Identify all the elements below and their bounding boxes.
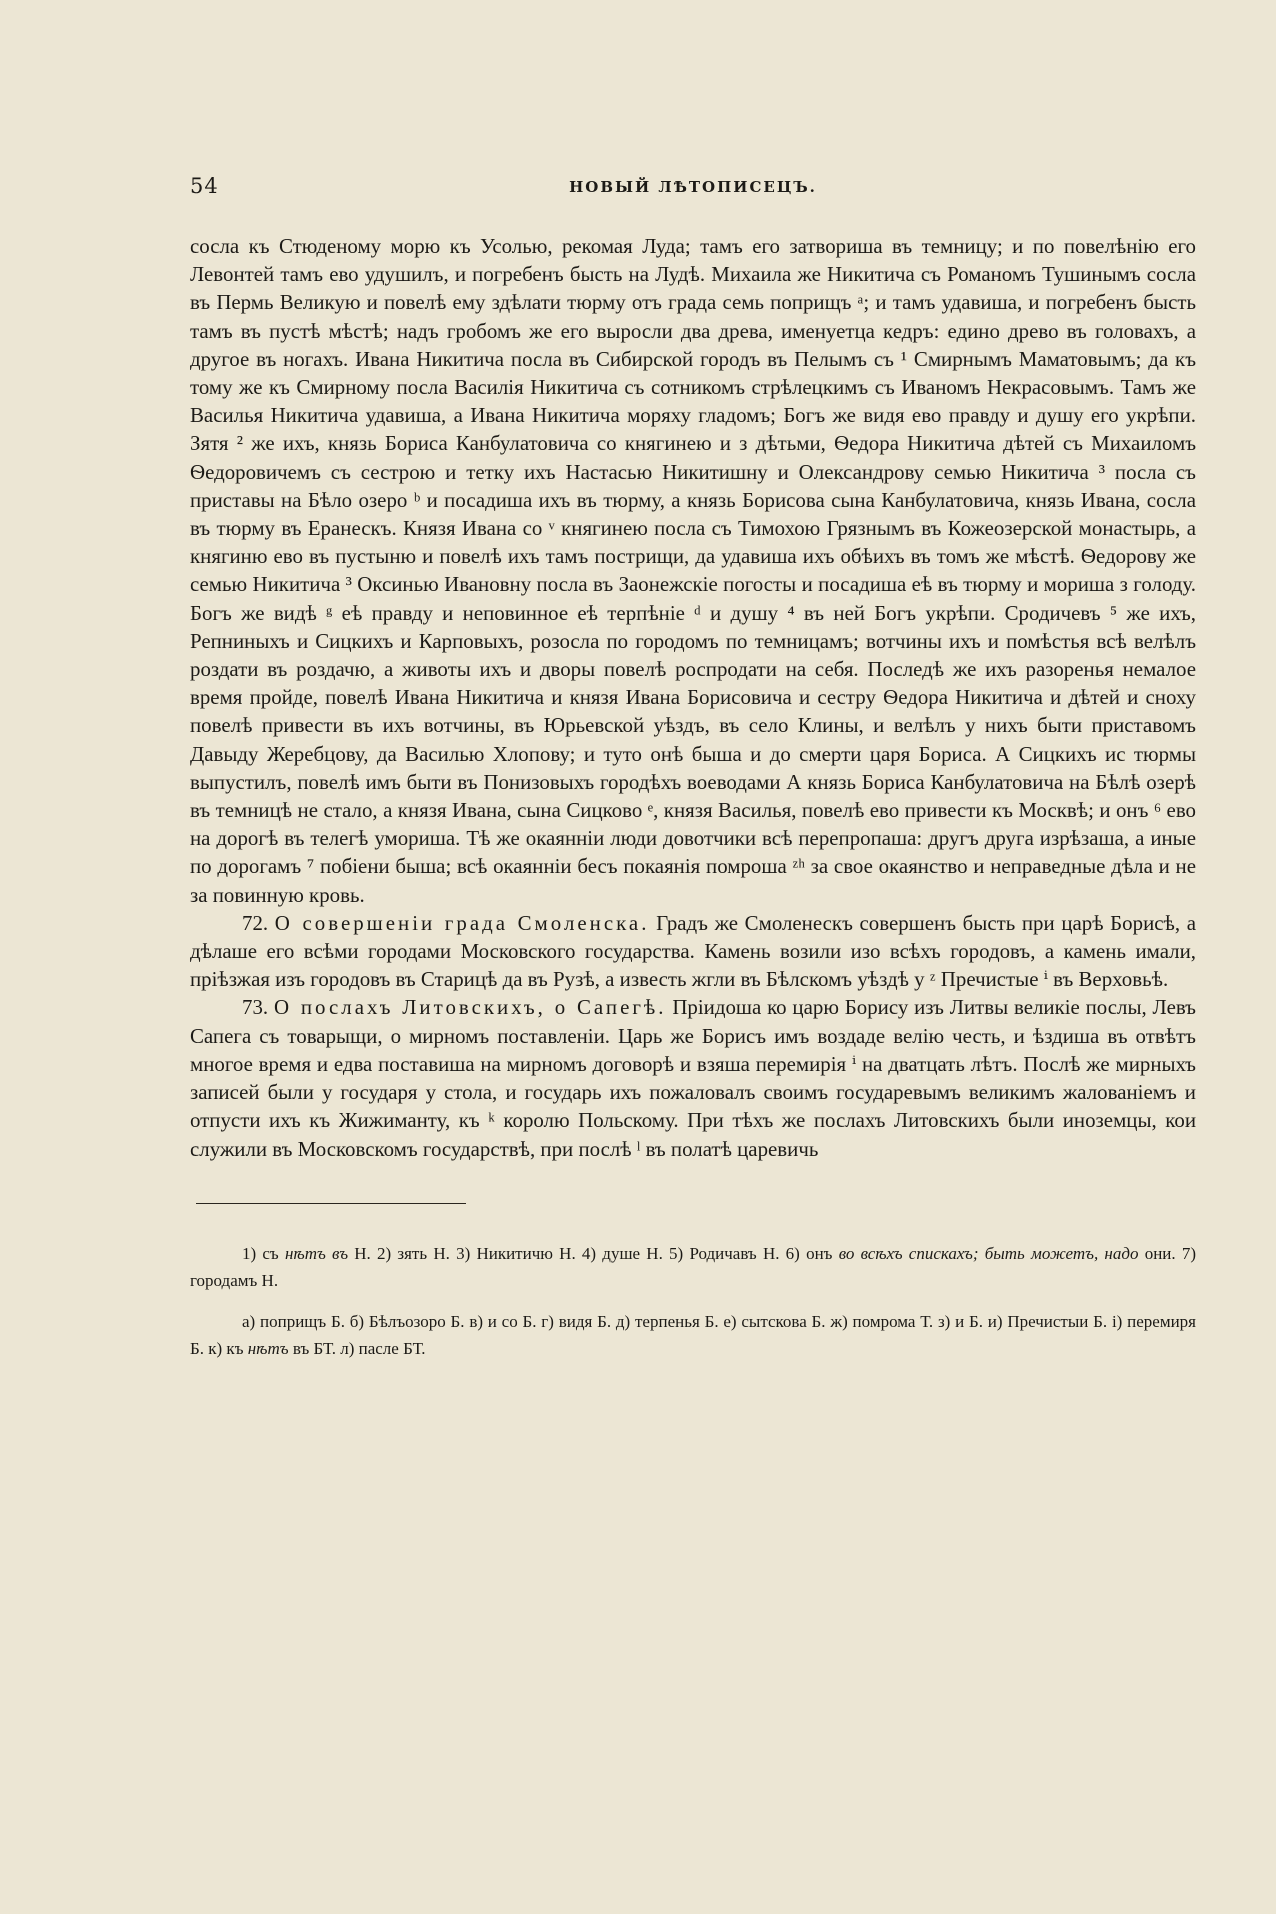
- section-number: 73.: [242, 995, 269, 1020]
- section-text: Градъ же Смоленескъ совершенъ бысть при царѣ Борисѣ, а дѣлаше его всѣми городами Московского государства. Камень возили изо всѣхъ городовъ, а камень имали, пріѣзжая изъ городовъ въ Старицѣ да въ Рузѣ, а известь жгли въ Бѣлскомъ уѣздѣ у ᶻ Пречистые ⁱ въ Верховьѣ.: [190, 910, 1196, 992]
- main-text: [190, 232, 1196, 1163]
- page: [190, 174, 1196, 1376]
- footnotes-lettered: а) поприщъ Б. б) Бѣлъозоро Б. в) и со Б. г) видя Б. д) терпенья Б. е) сытскова Б. ж) помрома Т. з) и Б. и) Пречистыи Б. і) перемиря Б. к) къ нѣтъ въ БТ. л) пасле БТ.: [190, 1311, 1196, 1358]
- section-number: 72.: [242, 910, 269, 935]
- paragraph-continuation: сосла къ Стюденому морю къ Усолью, рекомая Луда; тамъ его затвориша въ темницу; и по повелѣнію его Левонтей тамъ ево удушилъ, и погребенъ бысть на Лудѣ. Михаила же Никитича съ Романомъ Тушинымъ сосла въ Пермь Великую и повелѣ ему здѣлати тюрму отъ града семь поприщъ ᵃ; и тамъ удавиша, и погребенъ бысть тамъ въ пустѣ мѣстѣ; надъ гробомъ же его выросли два древа, именуетца кедръ: едино древо въ головахъ, а другое въ ногахъ. Ивана Никитича посла въ Сибирской городъ въ Пелымъ съ ¹ Смирнымъ Маматовымъ; да къ тому же къ Смирному посла Василія Никитича съ сотникомъ стрѣлецкимъ съ Иваномъ Некрасовымъ. Тамъ же Василья Никитича удавиша, а Ивана Никитича моряху гладомъ; Богъ же видя ево правду и душу его укрѣпи. Зятя ² же ихъ, князь Бориса Канбулатовича со княгинею и з дѣтьми, Ѳедора Никитича дѣтей съ Михаиломъ Ѳедоровичемъ съ сестрою и тетку ихъ Настасью Никитишну и Олександрову семью Никитича ³ посла съ приставы на Бѣло озеро ᵇ и посадиша ихъ въ тюрму, а князь Борисова сына Канбулатовича, князь Ивана, сосла въ тюрму въ Еранескъ. Князя Ивана со ᵛ княгинею посла съ Тимохою Грязнымъ въ Кожеозерской монастырь, а княгиню ево въ пустыню и повелѣ ихъ тамъ пострищи, да удавиша ихъ обѣихъ въ томъ же мѣстѣ. Ѳедорову же семью Никитича ³ Оксинью Ивановну посла въ Заонежскіе погосты и посадиша еѣ въ тюрму и мориша з голоду. Богъ же видѣ ᵍ еѣ правду и неповинное еѣ терпѣніе ᵈ и душу ⁴ въ ней Богъ укрѣпи. Сродичевъ ⁵ же ихъ, Репниныхъ и Сицкихъ и Карповыхъ, розосла по городомъ по темницамъ; вотчины ихъ и помѣстья всѣ велѣлъ роздати въ роздачю, а животы ихъ и дворы повелѣ роспродати на себя. Последѣ же ихъ разоренья немалое время пройде, повелѣ Ивана Никитича и князя Ивана Борисовича и сестру Ѳедора Никитича и дѣтей и сноху повелѣ привести въ ихъ вотчины, въ Юрьевской уѣздъ, въ село Клины, и велѣлъ у нихъ быти приставомъ Давыду Жеребцову, да Василью Хлопову; и туто онѣ быша и до смерти царя Бориса. А Сицкихъ ис тюрмы выпустилъ, повелѣ имъ быти въ Понизовыхъ городѣхъ воеводами А князь Бориса Канбулатовича на Бѣлѣ озерѣ въ темницѣ не стало, а князя Ивана, сына Сицково ᵉ, князя Василья, повелѣ ево привести къ Москвѣ; и онъ ⁶ ево на дорогѣ въ телегѣ умориша. Тѣ же окаянніи люди довотчики всѣ перепропаша: другъ друга изрѣзаша, а иные по дорогамъ ⁷ побіени быша; всѣ окаянніи бесъ покаянія помроша ᶻʰ за свое окаянство и неправедные дѣла и не за повинную кровь.: [190, 234, 1196, 907]
- running-title: НОВЫЙ ЛѢТОПИСЕЦЪ.: [569, 178, 817, 196]
- footnote-divider: [196, 1203, 466, 1204]
- section-text: Пріидоша ко царю Борису изъ Литвы великіе послы, Левъ Сапега съ товарыщи, о мирномъ поставленіи. Царь же Борисъ имъ воздаде велію честь, и ѣздиша въ отвѣтъ многое время и едва поставиша на мирномъ договорѣ и взяша перемирія ⁱ на дватцать лѣтъ. Послѣ же мирныхъ записей были у государя у стола, и государь ихъ пожаловалъ своимъ государевымъ великимъ жалованіемъ и отпусти ихъ къ Жижиманту, къ ᵏ королю Польскому. При тѣхъ же послахъ Литовскихъ были иноземцы, кои служили въ Московскомъ государствѣ, при послѣ ˡ въ полатѣ царевичь: [190, 995, 1196, 1161]
- running-head: [190, 174, 1196, 204]
- paragraph-72: [190, 909, 1196, 994]
- page-number: 54: [190, 174, 219, 198]
- paragraph-73: [190, 993, 1196, 1162]
- section-title: О совершеніи града Смоленска.: [274, 910, 650, 935]
- section-title: О послахъ Литовскихъ, о Сапегѣ.: [273, 995, 667, 1020]
- footnotes-numbered: 1) съ нѣтъ въ Н. 2) зять Н. 3) Никитичю Н. 4) душе Н. 5) Родичавъ Н. 6) онъ во всѣхъ спискахъ; быть можетъ, надо они. 7) городамъ Н.: [190, 1243, 1197, 1290]
